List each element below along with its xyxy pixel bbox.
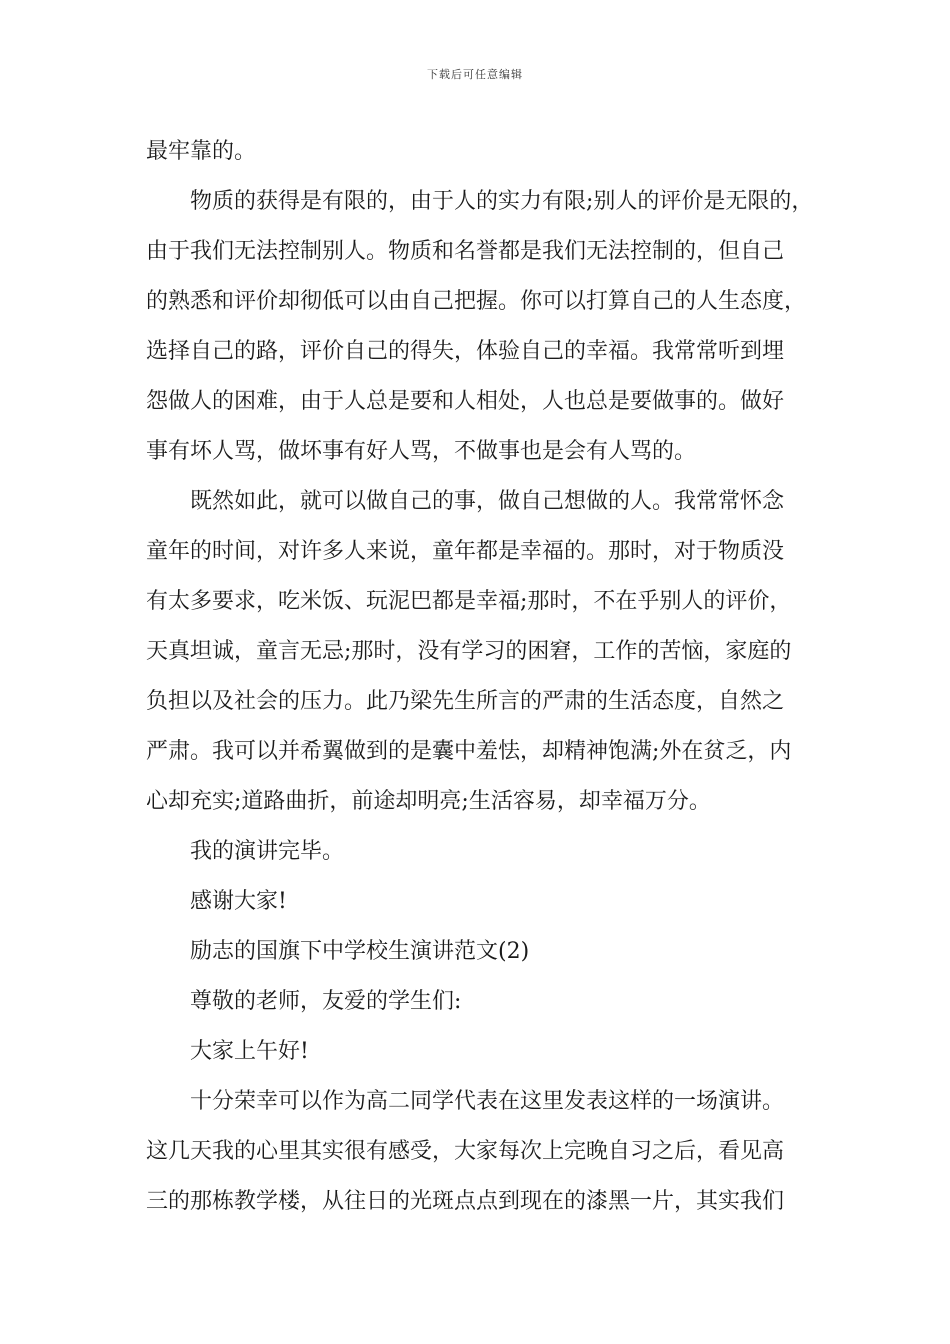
text-line: 物质的获得是有限的，由于人的实力有限;别人的评价是无限的，: [190, 189, 814, 214]
text-line: 感谢大家!: [190, 889, 287, 914]
text-line: 这几天我的心里其实很有感受，大家每次上完晚自习之后，看见高: [146, 1139, 785, 1164]
text-line: 三的那栋教学楼，从往日的光斑点点到现在的漆黑一片，其实我们: [146, 1189, 785, 1214]
text-line: 我的演讲完毕。: [190, 839, 345, 864]
text-line: 负担以及社会的压力。此乃梁先生所言的严肃的生活态度，自然之: [146, 689, 785, 714]
text-line: 有太多要求，吃米饭、玩泥巴都是幸福;那时，不在乎别人的评价，: [146, 589, 792, 614]
text-line: 既然如此，就可以做自己的事，做自己想做的人。我常常怀念: [190, 489, 785, 514]
text-line: 天真坦诚，童言无忌;那时，没有学习的困窘，工作的苦恼，家庭的: [146, 639, 792, 664]
text-line: 选择自己的路，评价自己的得失，体验自己的幸福。我常常听到埋: [146, 339, 785, 364]
text-line: 大家上午好!: [190, 1039, 309, 1064]
text-line: 十分荣幸可以作为高二同学代表在这里发表这样的一场演讲。: [190, 1089, 785, 1114]
text-line: 怨做人的困难，由于人总是要和人相处，人也总是要做事的。做好: [146, 389, 785, 414]
text-line: 严肃。我可以并希翼做到的是囊中羞怯，却精神饱满;外在贫乏，内: [146, 739, 792, 764]
section-title: 励志的国旗下中学校生演讲范文(2): [190, 939, 530, 964]
text-line: 心却充实;道路曲折，前途却明亮;生活容易，却幸福万分。: [146, 789, 711, 814]
text-line: 事有坏人骂，做坏事有好人骂，不做事也是会有人骂的。: [146, 439, 697, 464]
text-line: 最牢靠的。: [146, 139, 257, 164]
text-line: 童年的时间，对许多人来说，童年都是幸福的。那时，对于物质没: [146, 539, 785, 564]
page-header: 下载后可任意编辑: [427, 68, 523, 81]
text-line: 尊敬的老师，友爱的学生们:: [190, 989, 462, 1014]
document-body: [146, 127, 826, 1227]
text-line: 的熟悉和评价却彻低可以由自己把握。你可以打算自己的人生态度，: [146, 289, 807, 314]
text-line: 由于我们无法控制别人。物质和名誉都是我们无法控制的，但自己: [146, 239, 785, 264]
